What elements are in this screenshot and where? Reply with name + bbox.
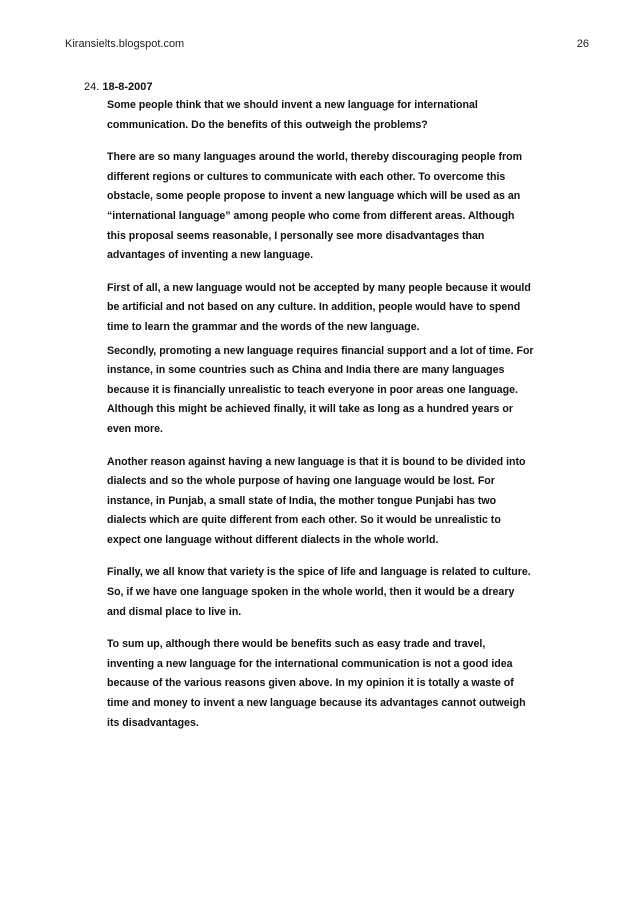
text-line: because of the various reasons given above. In my opinion it is totally a waste of bbox=[107, 677, 514, 690]
text-line: instance, in some countries such as China and India there are many languages bbox=[107, 364, 505, 377]
text-line: To sum up, although there would be benefits such as easy trade and travel, bbox=[107, 638, 486, 651]
text-line: Finally, we all know that variety is the spice of life and language is related to culture. bbox=[107, 566, 531, 579]
essay-question bbox=[107, 96, 577, 135]
text-line: Secondly, promoting a new language requires financial support and a lot of time. For bbox=[107, 344, 534, 357]
essay-body bbox=[107, 96, 577, 733]
text-line: inventing a new language for the international communication is not a good idea bbox=[107, 657, 513, 670]
text-line: instance, in Punjab, a small state of India, the mother tongue Punjabi has two bbox=[107, 494, 497, 507]
text-line: this proposal seems reasonable, I personally see more disadvantages than bbox=[107, 229, 485, 242]
text-line: and dismal place to live in. bbox=[107, 605, 242, 618]
text-line: obstacle, some people propose to invent a new language which will be used as an bbox=[107, 190, 521, 203]
text-line: So, if we have one language spoken in the whole world, then it would be a dreary bbox=[107, 586, 515, 599]
text-line: time to learn the grammar and the words of the new language. bbox=[107, 320, 420, 333]
text-line: be artificial and not based on any culture. In addition, people would have to spend bbox=[107, 301, 521, 314]
text-line: its disadvantages. bbox=[107, 716, 199, 729]
text-line: Some people think that we should invent a new language for international bbox=[107, 99, 478, 111]
paragraph-fourth bbox=[107, 563, 577, 622]
text-line: First of all, a new language would not be accepted by many people because it would bbox=[107, 281, 531, 294]
text-line: dialects and so the whole purpose of having one language would be lost. For bbox=[107, 475, 495, 488]
essay-date: 18-8-2007 bbox=[102, 81, 153, 93]
paragraph-second bbox=[107, 342, 577, 440]
text-line: Although this might be achieved finally, it will take as long as a hundred years or bbox=[107, 403, 513, 416]
header-site-name: Kiransielts.blogspot.com bbox=[65, 38, 185, 50]
text-line: communication. Do the benefits of this outweigh the problems? bbox=[107, 118, 428, 131]
essay-number: 24. bbox=[84, 81, 100, 93]
paragraph-conclusion bbox=[107, 635, 577, 733]
text-line: expect one language without different dialects in the whole world. bbox=[107, 533, 439, 546]
essay-heading bbox=[84, 80, 153, 95]
paragraph-first bbox=[107, 279, 577, 338]
text-line: dialects which are quite different from each other. So it would be unrealistic to bbox=[107, 514, 501, 527]
text-line: even more. bbox=[107, 422, 163, 435]
page-header bbox=[65, 38, 589, 54]
text-line: “international language” among people who come from different areas. Although bbox=[107, 209, 515, 222]
header-page-number: 26 bbox=[576, 38, 589, 50]
paragraph-introduction bbox=[107, 148, 577, 266]
paragraph-third bbox=[107, 453, 577, 551]
text-line: different regions or cultures to communicate with each other. To overcome this bbox=[107, 170, 506, 183]
text-line: because it is financially unrealistic to teach everyone in poor areas one language. bbox=[107, 383, 518, 396]
text-line: advantages of inventing a new language. bbox=[107, 249, 314, 262]
text-line: Another reason against having a new language is that it is bound to be divided into bbox=[107, 455, 526, 468]
text-line: There are so many languages around the world, thereby discouraging people from bbox=[107, 151, 523, 164]
text-line: time and money to invent a new language because its advantages cannot outweigh bbox=[107, 697, 526, 710]
